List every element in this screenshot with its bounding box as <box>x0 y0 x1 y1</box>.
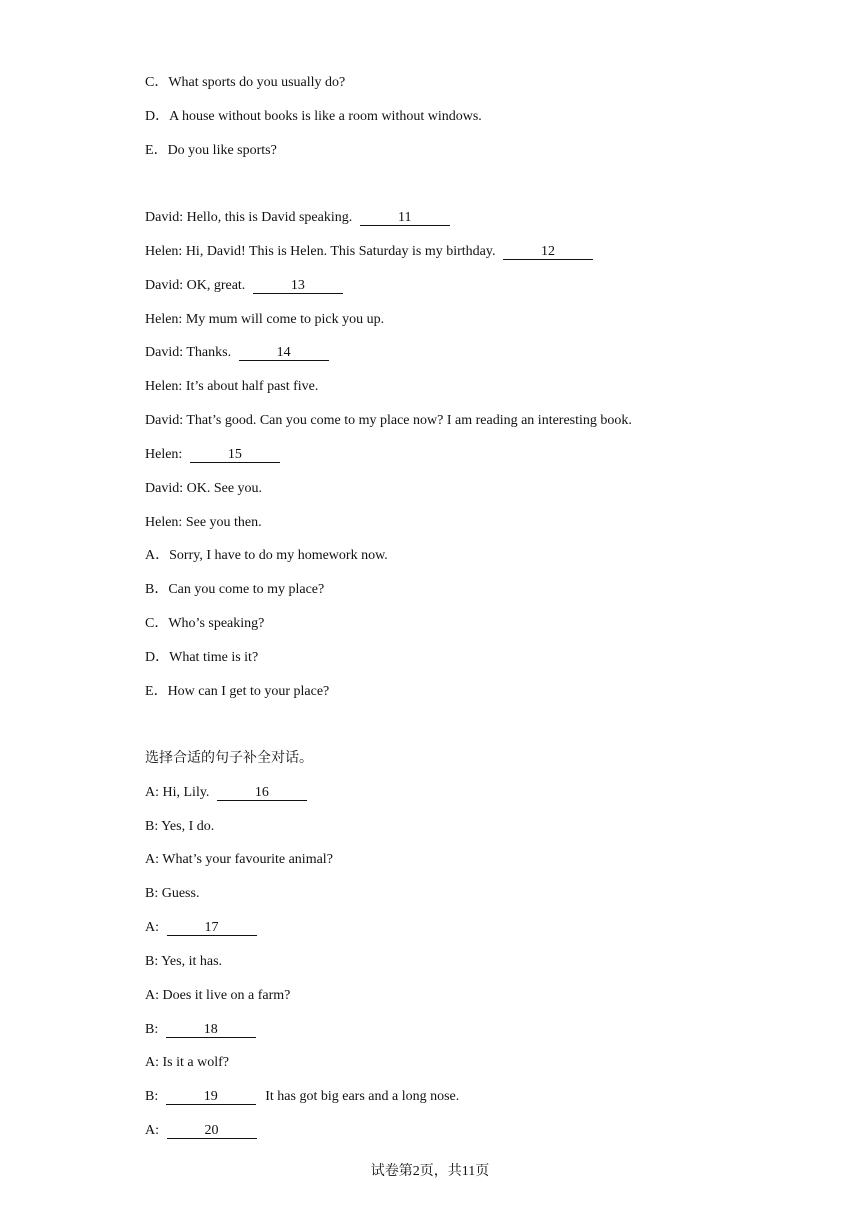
answer-blank-14[interactable]: 14 <box>239 345 329 361</box>
dialogue-text: A: Does it live on a farm? <box>145 988 291 1003</box>
dialogue-line <box>145 412 632 430</box>
page-footer: 试卷第2页，共11页 <box>370 1164 490 1179</box>
dialogue-text: Helen: My mum will come to pick you up. <box>145 312 385 327</box>
dialogue-line <box>145 344 329 362</box>
option-c-sports: C．What sports do you usually do? <box>145 75 346 90</box>
dialogue-line <box>145 919 257 937</box>
dialogue-text-after: It has got big ears and a long nose. <box>265 1089 460 1104</box>
option-letter: E <box>145 143 154 158</box>
answer-blank-13[interactable]: 13 <box>253 278 343 294</box>
dialogue-line <box>145 480 262 498</box>
dialogue-text: David: Thanks. <box>145 345 232 360</box>
option-letter: C <box>145 616 155 631</box>
dialogue-line <box>145 514 262 532</box>
section-instruction: 选择合适的句子补全对话。 <box>145 751 313 766</box>
option-letter: A <box>145 548 156 563</box>
dialogue-line <box>145 987 290 1005</box>
answer-blank-20[interactable]: 20 <box>167 1123 257 1139</box>
answer-blank-17[interactable]: 17 <box>167 920 257 936</box>
dialogue-text: A: Is it a wolf? <box>145 1055 229 1070</box>
dialogue-text: Helen: It’s about half past five. <box>145 379 319 394</box>
option-letter: B <box>145 582 155 597</box>
dialogue-text: A: What’s your favourite animal? <box>145 852 333 867</box>
dialogue-line <box>145 378 318 396</box>
dialogue-text: B: Guess. <box>145 886 200 901</box>
option-text: Who’s speaking? <box>168 616 265 631</box>
dialogue-line <box>145 446 280 464</box>
option-letter: E <box>145 684 154 699</box>
answer-blank-11[interactable]: 11 <box>360 210 450 226</box>
option-text: How can I get to your place? <box>167 684 330 699</box>
dialogue-text: Helen: Hi, David! This is Helen. This Saturday is my birthday. <box>145 244 496 259</box>
dialogue-line <box>145 277 343 295</box>
dialogue-text: B: Yes, I do. <box>145 819 215 834</box>
option-letter: D <box>145 650 156 665</box>
answer-blank-18[interactable]: 18 <box>166 1022 256 1038</box>
dialogue-line <box>145 243 593 261</box>
dialogue-line <box>145 1054 229 1072</box>
dialogue-line <box>145 784 307 802</box>
dialogue-line <box>145 1088 459 1106</box>
option-e-like-sports: E．Do you like sports? <box>145 143 277 158</box>
option-d-books: D．A house without books is like a room without windows. <box>145 109 482 124</box>
dialogue-text: A: <box>145 920 159 935</box>
dialogue-text: B: <box>145 1089 159 1104</box>
dialogue-line <box>145 818 214 836</box>
option-letter: C <box>145 75 155 90</box>
answer-blank-19[interactable]: 19 <box>166 1089 256 1105</box>
dialogue-line <box>145 209 450 227</box>
option-letter: D <box>145 109 156 124</box>
option-c: C．Who’s speaking? <box>145 616 265 631</box>
option-text: Can you come to my place? <box>168 582 325 597</box>
answer-blank-12[interactable]: 12 <box>503 244 593 260</box>
option-d: D．What time is it? <box>145 650 259 665</box>
option-text: Do you like sports? <box>167 143 277 158</box>
option-text: A house without books is like a room without windows. <box>169 109 482 124</box>
option-e: E．How can I get to your place? <box>145 684 330 699</box>
dialogue-text: Helen: See you then. <box>145 515 262 530</box>
dialogue-line <box>145 1021 256 1039</box>
option-text: What sports do you usually do? <box>168 75 346 90</box>
option-text: What time is it? <box>169 650 259 665</box>
option-b: B．Can you come to my place? <box>145 582 325 597</box>
dialogue-text: David: Hello, this is David speaking. <box>145 210 353 225</box>
dialogue-text: Helen: <box>145 447 183 462</box>
dialogue-line <box>145 851 333 869</box>
answer-blank-15[interactable]: 15 <box>190 447 280 463</box>
dialogue-line <box>145 311 384 329</box>
dialogue-text: David: OK, great. <box>145 278 246 293</box>
dialogue-text: David: That’s good. Can you come to my place now? I am reading an interesting book. <box>145 413 632 428</box>
dialogue-line <box>145 953 222 971</box>
dialogue-text: A: Hi, Lily. <box>145 785 210 800</box>
answer-blank-16[interactable]: 16 <box>217 785 307 801</box>
dialogue-text: B: Yes, it has. <box>145 954 223 969</box>
dialogue-line <box>145 1122 257 1140</box>
dialogue-line <box>145 885 199 903</box>
dialogue-text: B: <box>145 1022 159 1037</box>
dialogue-text: A: <box>145 1123 159 1138</box>
option-text: Sorry, I have to do my homework now. <box>169 548 388 563</box>
option-a: A．Sorry, I have to do my homework now. <box>145 548 388 563</box>
dialogue-text: David: OK. See you. <box>145 481 263 496</box>
